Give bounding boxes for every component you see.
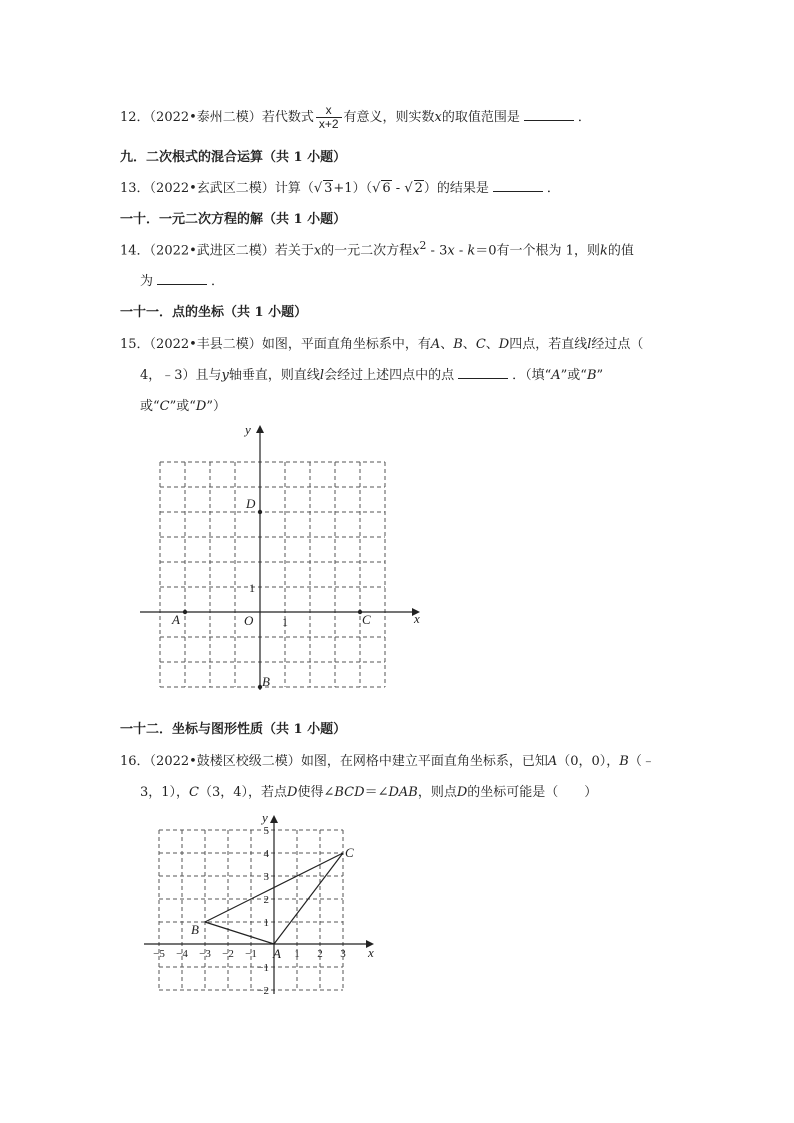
section-title: 一十二．坐标与图形性质（共 1 小题） [120, 722, 347, 737]
question-number: 16． [120, 754, 150, 769]
x-tick-label: −5 [153, 948, 165, 960]
question-12: 12．（2022•泰州二模）若代数式 $\frac{x}{x+2}$ 有意义，则实数x的取值范围是 ． [120, 103, 591, 131]
sqrt-icon: √ [372, 181, 381, 196]
x-tick-label: −1 [245, 948, 257, 960]
question-source: （2022•鼓楼区校级二模） [149, 754, 301, 769]
x-tick-label: 2 [317, 948, 323, 960]
grid-lines [159, 830, 343, 990]
question-16-line-2: 3，1），C（3，4），若点D使得∠BCD＝∠DAB，则点D的坐标可能是（ ） [140, 785, 598, 800]
y-label: y [245, 422, 251, 437]
sqrt-icon: √ [404, 181, 413, 196]
question-14-line-2: 为 ． [140, 274, 225, 289]
y-tick-label: −2 [257, 985, 269, 997]
question-source: （2022•泰州二模） [149, 110, 262, 125]
question-source: （2022•丰县二模） [149, 337, 262, 352]
segment-ac [274, 853, 343, 944]
question-15: 15．（2022•丰县二模）如图，平面直角坐标系中，有A、B、C、D四点，若直线l经过点（ [120, 337, 644, 352]
point-d-label: D [246, 496, 256, 511]
answer-blank [524, 108, 574, 121]
point-c-label: C [362, 612, 371, 627]
y-tick-label: 3 [263, 871, 269, 883]
section-title: 一十．一元二次方程的解（共 1 小题） [120, 212, 347, 227]
answer-blank [458, 366, 508, 379]
question-13: 13．（2022•玄武区二模）计算（√ 3+1）（√ 6 - √ 2）的结果是 ． [120, 181, 560, 196]
y-tick-label: 1 [263, 917, 269, 929]
answer-blank [157, 272, 207, 285]
point-a [183, 610, 187, 614]
y-axis-arrow-icon [270, 815, 278, 823]
question-16: 16．（2022•鼓楼区校级二模）如图，在网格中建立平面直角坐标系，已知A（0，0），B（﹣ [120, 754, 655, 769]
y-tick-label: 5 [263, 825, 269, 837]
x-tick-label: 1 [294, 948, 300, 960]
x-tick-label: 3 [340, 948, 346, 960]
x-tick-label: −3 [199, 948, 211, 960]
question-15-line-3: 或“C”或“D”） [140, 399, 226, 414]
question-15-line-2: 4，﹣3）且与y轴垂直，则直线l会经过上述四点中的点 ．（填“A”或“B” [140, 368, 604, 383]
x-tick-label: −4 [176, 948, 188, 960]
y-axis-arrow-icon [256, 425, 264, 433]
section-title: 一十一．点的坐标（共 1 小题） [120, 305, 308, 320]
x-unit-label: 1 [282, 615, 288, 629]
sqrt-icon: √ [313, 181, 323, 196]
point-d [258, 510, 262, 514]
figure-15-coordinate-grid [130, 418, 430, 693]
answer-blank [493, 179, 543, 192]
question-number: 13． [120, 181, 150, 196]
point-a-label: A [172, 612, 180, 627]
question-number: 14． [120, 243, 150, 259]
question-14: 14．（2022•武进区二模）若关于x的一元二次方程$x^2 - 3x - k=0$有一个根为 1，则k的值 [120, 239, 634, 259]
section-title: 九．二次根式的混合运算（共 1 小题） [120, 150, 347, 165]
y-tick-label: 4 [263, 848, 269, 860]
question-source: （2022•玄武区二模） [149, 181, 275, 196]
question-source: （2022•武进区二模） [149, 243, 275, 259]
question-number: 12． [120, 110, 150, 125]
x-tick-label: −2 [222, 948, 234, 960]
x-label: x [414, 611, 420, 626]
x-label: x [368, 945, 374, 960]
origin-label: O [244, 613, 254, 628]
question-number: 15． [120, 337, 150, 352]
axes [140, 428, 418, 690]
grid-lines [160, 462, 385, 687]
point-a-label: A [273, 946, 281, 961]
y-unit-label: 1 [249, 581, 255, 595]
y-tick-label: −1 [257, 962, 269, 974]
point-b-label: B [262, 674, 270, 689]
point-c-label: C [345, 845, 354, 860]
y-label: y [262, 810, 268, 825]
figure-16-coordinate-grid [140, 805, 390, 1005]
y-tick-label: 2 [263, 894, 269, 906]
point-b-label: B [191, 922, 199, 937]
fraction: $\frac{x}{x+2}$ [316, 104, 342, 131]
